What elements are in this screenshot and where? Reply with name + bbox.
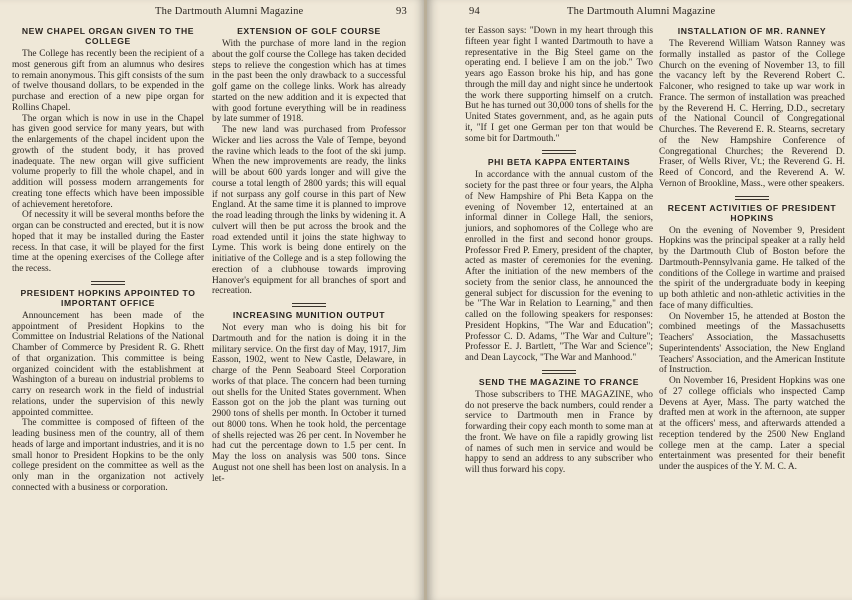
article-paragraph: Not every man who is doing his bit for Dartmouth and for the nation is doing it in the military service. On the first day of May, 1917, Jim Easson, 1902, went to New Castle, Delaware, in charge of the Penn Seaboard Steel Corporation works of that place. The concern had been turning out shells for the United States government. When Easson got on the job the plant was turning out 2900 tons of shells per month. In October it turned out 8000 tons. When he took hold, the percentage of shells rejected was 26 per cent. In November he had cut the percentage down to 1.5 per cent. In May the loss on analysis was 500 tons. Since August not one shell has been lost on analysis. In a let- xyxy=(212,323,406,484)
article-paragraph: On the evening of November 9, President Hopkins was the principal speaker at a rally held by the Dartmouth Club of Boston before the Dartmouth-Pennsylvania game. He talked of the conditions of the College in wartime and praised the spirit of the undergraduate body in keeping up both athletic and non-athletic activities in the face of many difficulties. xyxy=(659,225,845,311)
right-column-2 xyxy=(659,26,845,473)
right-column-1 xyxy=(465,26,653,476)
article-title-president-hopkins-office: PRESIDENT HOPKINS APPOINTED TO IMPORTANT OFFICE xyxy=(20,287,196,308)
article-paragraph: In accordance with the annual custom of the society for the past three or four years, the Alpha of New Hampshire of Phi Beta Kappa on the evening of November 12, entertained at an informal dinner in College Hall, the seniors, juniors, and sophomores of the College who are enrolled in the first and second honor groups. Professor Fred P. Emery, president of the chapter, acted as master of ceremonies for the evening. After the initiation of the new members of the society from the senior class, he announced the general subject for discussion for the evening to be "The War in Relation to Learning," and then called on the following speakers for responses: President Hopkins, "The War and Education"; Professor C. D. Adams, "The War and Culture"; Professor E. J. Bartlett, "The War and Science"; and Dean Laycock, "The War and Manhood." xyxy=(465,170,653,363)
article-paragraph: The new land was purchased from Professor Wicker and lies across the Vale of Tempe, beyond the ravine which leads to the foot of the ski jump. When the new improvements are ready, the links will be about 600 yards longer and will give the course a total length of 2800 yards; this will equal if not surpass any golf course in this part of New England. At the same time it is planned to improve the road leading through the links by widening it. A culvert will then be put across the brook and the road extended until it joins the state highway to Lyme. This work is being done entirely on the initiative of the College and is a step following the erection of a clubhouse towards improving Hanover's equipment for all branches of sport and recreation. xyxy=(212,125,406,297)
article-paragraph: Those subscribers to THE MAGAZINE, who do not preserve the back numbers, could render a service to Dartmouth men in France by forwarding their copy each month to some man at the front. We have on file a rapidly growing list of names of such men in service and would be happy to send an address to any subscriber who will thus forward his copy. xyxy=(465,389,653,475)
article-paragraph: On November 16, President Hopkins was one of 27 college officials who inspected Camp Devens at Ayer, Mass. The party watched the drafted men at work in the afternoon, ate supper at the officers' mess, and afterwards attended a reception tendered by the 2500 New England college men at the camp. Later a special entertainment was presented for their benefit under the auspices of the Y. M. C. A. xyxy=(659,376,845,472)
article-title-chapel-organ: NEW CHAPEL ORGAN GIVEN TO THE COLLEGE xyxy=(21,26,195,46)
left-column-2 xyxy=(212,26,406,484)
article-title-munition-output: INCREASING MUNITION OUTPUT xyxy=(232,310,386,320)
article-paragraph: With the purchase of more land in the region about the golf course the College has taken decided steps to relieve the congestion which has at times in the past been the only drawback to a successful golf game on the college links. Work has already started on the new addition and it is expected that with good fortune everything will be in readiness by late summer of 1918. xyxy=(212,39,406,125)
article-title-president-hopkins-activities: RECENT ACTIVITIES OF PRESIDENT HOPKINS xyxy=(667,202,837,223)
section-divider xyxy=(91,281,125,282)
article-paragraph: The committee is composed of fifteen of the leading business men of the country, all of them heads of large and important industries, and it is no small honor to President Hopkins to be the only college president on the committee as well as the only man in the organization not actively connected with a business or corporation. xyxy=(12,418,204,493)
article-paragraph: The organ which is now in use in the Chapel has given good service for many years, but with the enlargements of the chapel incident upon the growth of the student body, it has proved inadequate. The new organ will give sufficient volume properly to fill the whole chapel, and in addition will possess modern arrangements for creating tone effects which have been impossible of achievement heretofore. xyxy=(12,113,204,210)
right-page xyxy=(427,0,852,600)
article-paragraph: The Reverend William Watson Ranney was formally installed as pastor of the College Church on the evening of November 13, to fill the vacancy left by the Reverend Robert C. Falconer, who resigned to take up war work in France. The sermon of installation was preached by the Reverend H. C. Herring, D.D., secretary of the National Council of Congregational Churches. The Reverend E. R. Stearns, secretary of the New Hampshire Conference of Congregational Churches; the Reverend D. Fraser, of Wells River, Vt.; the Reverend G. H. Reed of Concord, and the Reverend A. W. Vernon of Brookline, Mass., were other speakers. xyxy=(659,39,845,189)
article-paragraph: The College has recently been the recipient of a most generous gift from an alumnus who desires to remain anonymous. This gift consists of the sum of twelve thousand dollars, to be expended in the purchase and erection of a new pipe organ for Rollins Chapel. xyxy=(12,49,204,113)
article-title-magazine-to-france: SEND THE MAGAZINE TO FRANCE xyxy=(478,376,640,387)
running-head-right: The Dartmouth Alumni Magazine xyxy=(567,6,716,17)
left-page xyxy=(0,0,425,600)
section-divider xyxy=(735,196,769,197)
running-head-left: The Dartmouth Alumni Magazine xyxy=(155,6,304,17)
article-title-phi-beta-kappa: PHI BETA KAPPA ENTERTAINS xyxy=(487,157,631,168)
article-title-installation-ranney: INSTALLATION OF MR. RANNEY xyxy=(677,26,827,36)
article-paragraph: Announcement has been made of the appointment of President Hopkins to the Committee on Industrial Relations of the National Chamber of Commerce by President R. G. Rhett of that organization. This committee is being organized coincident with the establishment at Washington of a bureau on industrial problems to carry on research work in the field of industrial relations, under the supervision of this newly appointed committee. xyxy=(12,310,204,418)
page-number-right: 94 xyxy=(469,6,480,17)
section-divider xyxy=(542,370,576,371)
article-title-golf-course: EXTENSION OF GOLF COURSE xyxy=(237,26,381,36)
left-column-1 xyxy=(12,26,204,494)
article-paragraph: On November 15, he attended at Boston the combined meetings of the Massachusetts Teachers' Association, the Massachusetts Superintendents' Association, the New England Teachers' Association, and the American Institute of Instruction. xyxy=(659,311,845,376)
section-divider xyxy=(292,303,326,304)
section-divider xyxy=(542,150,576,151)
article-paragraph-continued: ter Easson says: "Down in my heart through this fifteen year fight I wanted Dartmouth to have a representative in the Big Steel game on the operating end. I believe I am on the job." Two years ago Easson broke his hip, and has gone through the mill day and night since he undertook the work there supporting himself on a crutch. But he has turned out 30,000 tons of shells for the United States government, and, as he again puts it, "If I get one German per ton that would be some bit for Dartmouth." xyxy=(465,26,653,144)
page-number-left: 93 xyxy=(396,6,407,17)
article-paragraph: Of necessity it will be several months before the organ can be constructed and erected, but it is now hoped that it may be installed during the Easter recess. In that case, it will be played for the first time at the opening exercises of the College after the recess. xyxy=(12,210,204,274)
